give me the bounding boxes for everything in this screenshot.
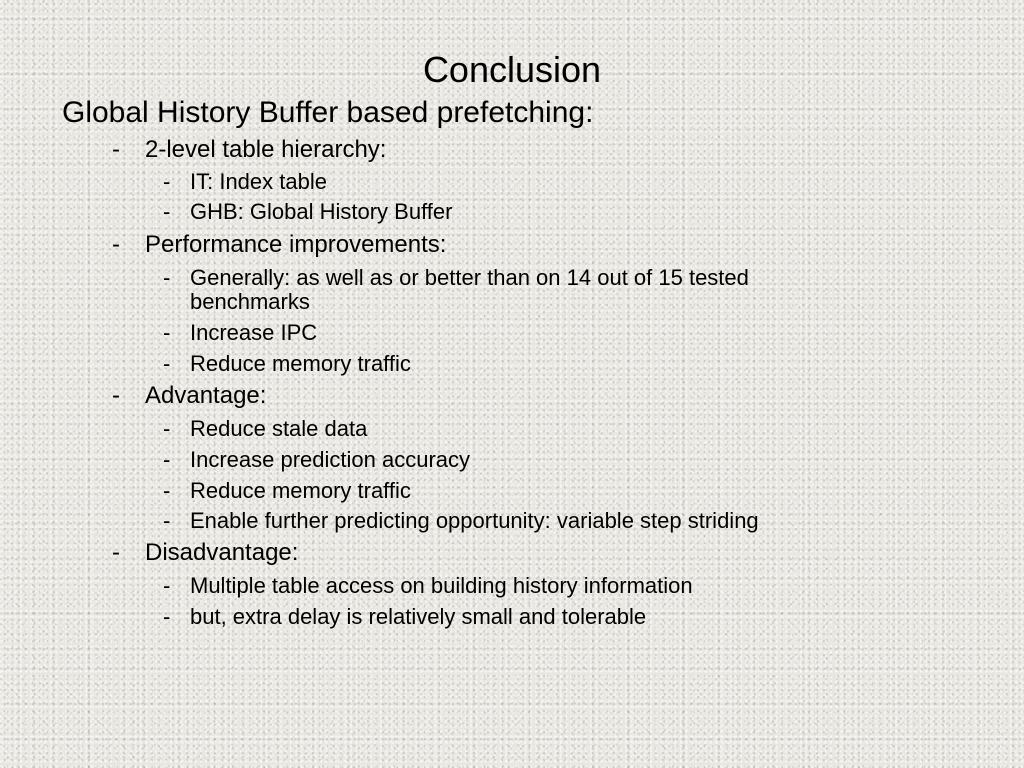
dash-marker: -	[163, 604, 171, 629]
sub-bullet-increase-ipc	[163, 321, 317, 345]
sub-bullet-text: Generally: as well as or better than on 14 out of 15 tested benchmarks	[190, 265, 749, 314]
bullet-disadvantage	[112, 539, 298, 567]
bullet-text: Performance improvements:	[145, 231, 447, 258]
sub-bullet-text: Reduce memory traffic	[190, 351, 411, 376]
sub-bullet-reduce-memory-traffic	[163, 352, 411, 376]
dash-marker: -	[112, 136, 120, 163]
bullet-2-level-table-hierarchy	[112, 136, 386, 164]
sub-bullet-variable-step-striding	[163, 509, 759, 533]
dash-marker: -	[112, 539, 120, 566]
sub-bullet-reduce-stale-data	[163, 417, 367, 441]
sub-bullet-text: Reduce memory traffic	[190, 478, 411, 503]
sub-bullet-extra-delay	[163, 605, 646, 629]
bullet-advantage	[112, 382, 266, 410]
sub-bullet-text: Increase prediction accuracy	[190, 447, 471, 472]
dash-marker: -	[112, 382, 120, 409]
dash-marker: -	[163, 351, 171, 376]
dash-marker: -	[163, 320, 171, 345]
sub-bullet-increase-prediction-accuracy	[163, 448, 470, 472]
bullet-text: 2-level table hierarchy:	[145, 136, 387, 163]
sub-bullet-text: but, extra delay is relatively small and tolerable	[190, 604, 647, 629]
dash-marker: -	[163, 169, 171, 194]
dash-marker: -	[163, 573, 171, 598]
bullet-text: Advantage:	[145, 382, 267, 409]
dash-marker: -	[163, 447, 171, 472]
slide-lead-text: Global History Buffer based prefetching:	[62, 96, 594, 129]
sub-bullet-text: GHB: Global History Buffer	[190, 199, 453, 224]
sub-bullet-index-table	[163, 170, 327, 194]
bullet-performance-improvements	[112, 231, 446, 259]
sub-bullet-generally	[163, 266, 860, 314]
sub-bullet-text: IT: Index table	[190, 169, 327, 194]
dash-marker: -	[163, 508, 171, 533]
dash-marker: -	[163, 199, 171, 224]
sub-bullet-text: Multiple table access on building history information	[190, 573, 693, 598]
dash-marker: -	[163, 416, 171, 441]
sub-bullet-text: Increase IPC	[190, 320, 318, 345]
dash-marker: -	[163, 478, 171, 503]
slide-title: Conclusion	[422, 49, 602, 90]
sub-bullet-text: Reduce stale data	[190, 416, 368, 441]
sub-bullet-text: Enable further predicting opportunity: variable step striding	[190, 508, 759, 533]
sub-bullet-reduce-memory-traffic-2	[163, 479, 411, 503]
dash-marker: -	[163, 265, 171, 290]
sub-bullet-multiple-table-access	[163, 574, 693, 598]
bullet-text: Disadvantage:	[145, 539, 299, 566]
dash-marker: -	[112, 231, 120, 258]
sub-bullet-global-history-buffer	[163, 200, 452, 224]
